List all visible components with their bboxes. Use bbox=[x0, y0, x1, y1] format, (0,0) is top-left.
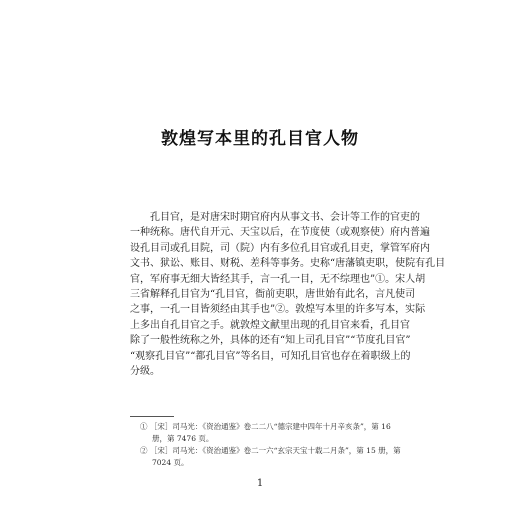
body-line: 三省解释孔目官为“孔目官，衙前吏职，唐世始有此名，言凡使司 bbox=[130, 288, 416, 300]
body-paragraph bbox=[130, 210, 446, 379]
footnote-2-line-2: 7024 页。 bbox=[152, 458, 189, 467]
footnote-2-line-1: ② ［宋］司马光：《资治通鉴》卷二一六“玄宗天宝十载二月条”，第 15 册，第 bbox=[140, 446, 401, 455]
body-line: 孔目官，是对唐宋时期官府内从事文书、会计等工作的官吏的 bbox=[150, 212, 420, 223]
chapter-title: 敦煌写本里的孔目官人物 bbox=[161, 129, 359, 149]
body-line: 分级。 bbox=[130, 365, 160, 377]
body-line: 设孔目司或孔目院，司（院）内有多位孔目官或孔目吏，掌管军府内 bbox=[130, 242, 430, 254]
footnotes bbox=[130, 421, 401, 469]
footnote-divider bbox=[130, 416, 174, 417]
body-line: 官，军府事无细大皆经其手，言一孔一目，无不综理也”①。宋人胡 bbox=[130, 273, 426, 285]
body-line: 文书、狱讼、账目、财税、差科等事务。史称“唐藩镇吏职，使院有孔目 bbox=[130, 258, 446, 270]
footnote-1-line-2: 册，第 7476 页。 bbox=[152, 434, 214, 443]
body-line: 除了一般性统称之外，具体的还有“知上司孔目官”“节度孔目官” bbox=[130, 335, 411, 347]
body-line: 上多出自孔目官之手。就敦煌文献里出现的孔目官来看，孔目官 bbox=[130, 319, 410, 331]
body-line: “观察孔目官”“都孔目官”等名目，可知孔目官也存在着职级上的 bbox=[130, 350, 411, 362]
page-number: 1 bbox=[256, 478, 264, 489]
body-line: 之事，一孔一目皆须经由其手也”②。敦煌写本里的许多写本，实际 bbox=[130, 304, 426, 316]
body-line: 一种统称。唐代自开元、天宝以后，在节度使（或观察使）府内普遍 bbox=[130, 227, 430, 239]
footnote-1-line-1: ① ［宋］司马光：《资治通鉴》卷二二八“德宗建中四年十月辛亥条”，第 16 bbox=[140, 422, 391, 431]
